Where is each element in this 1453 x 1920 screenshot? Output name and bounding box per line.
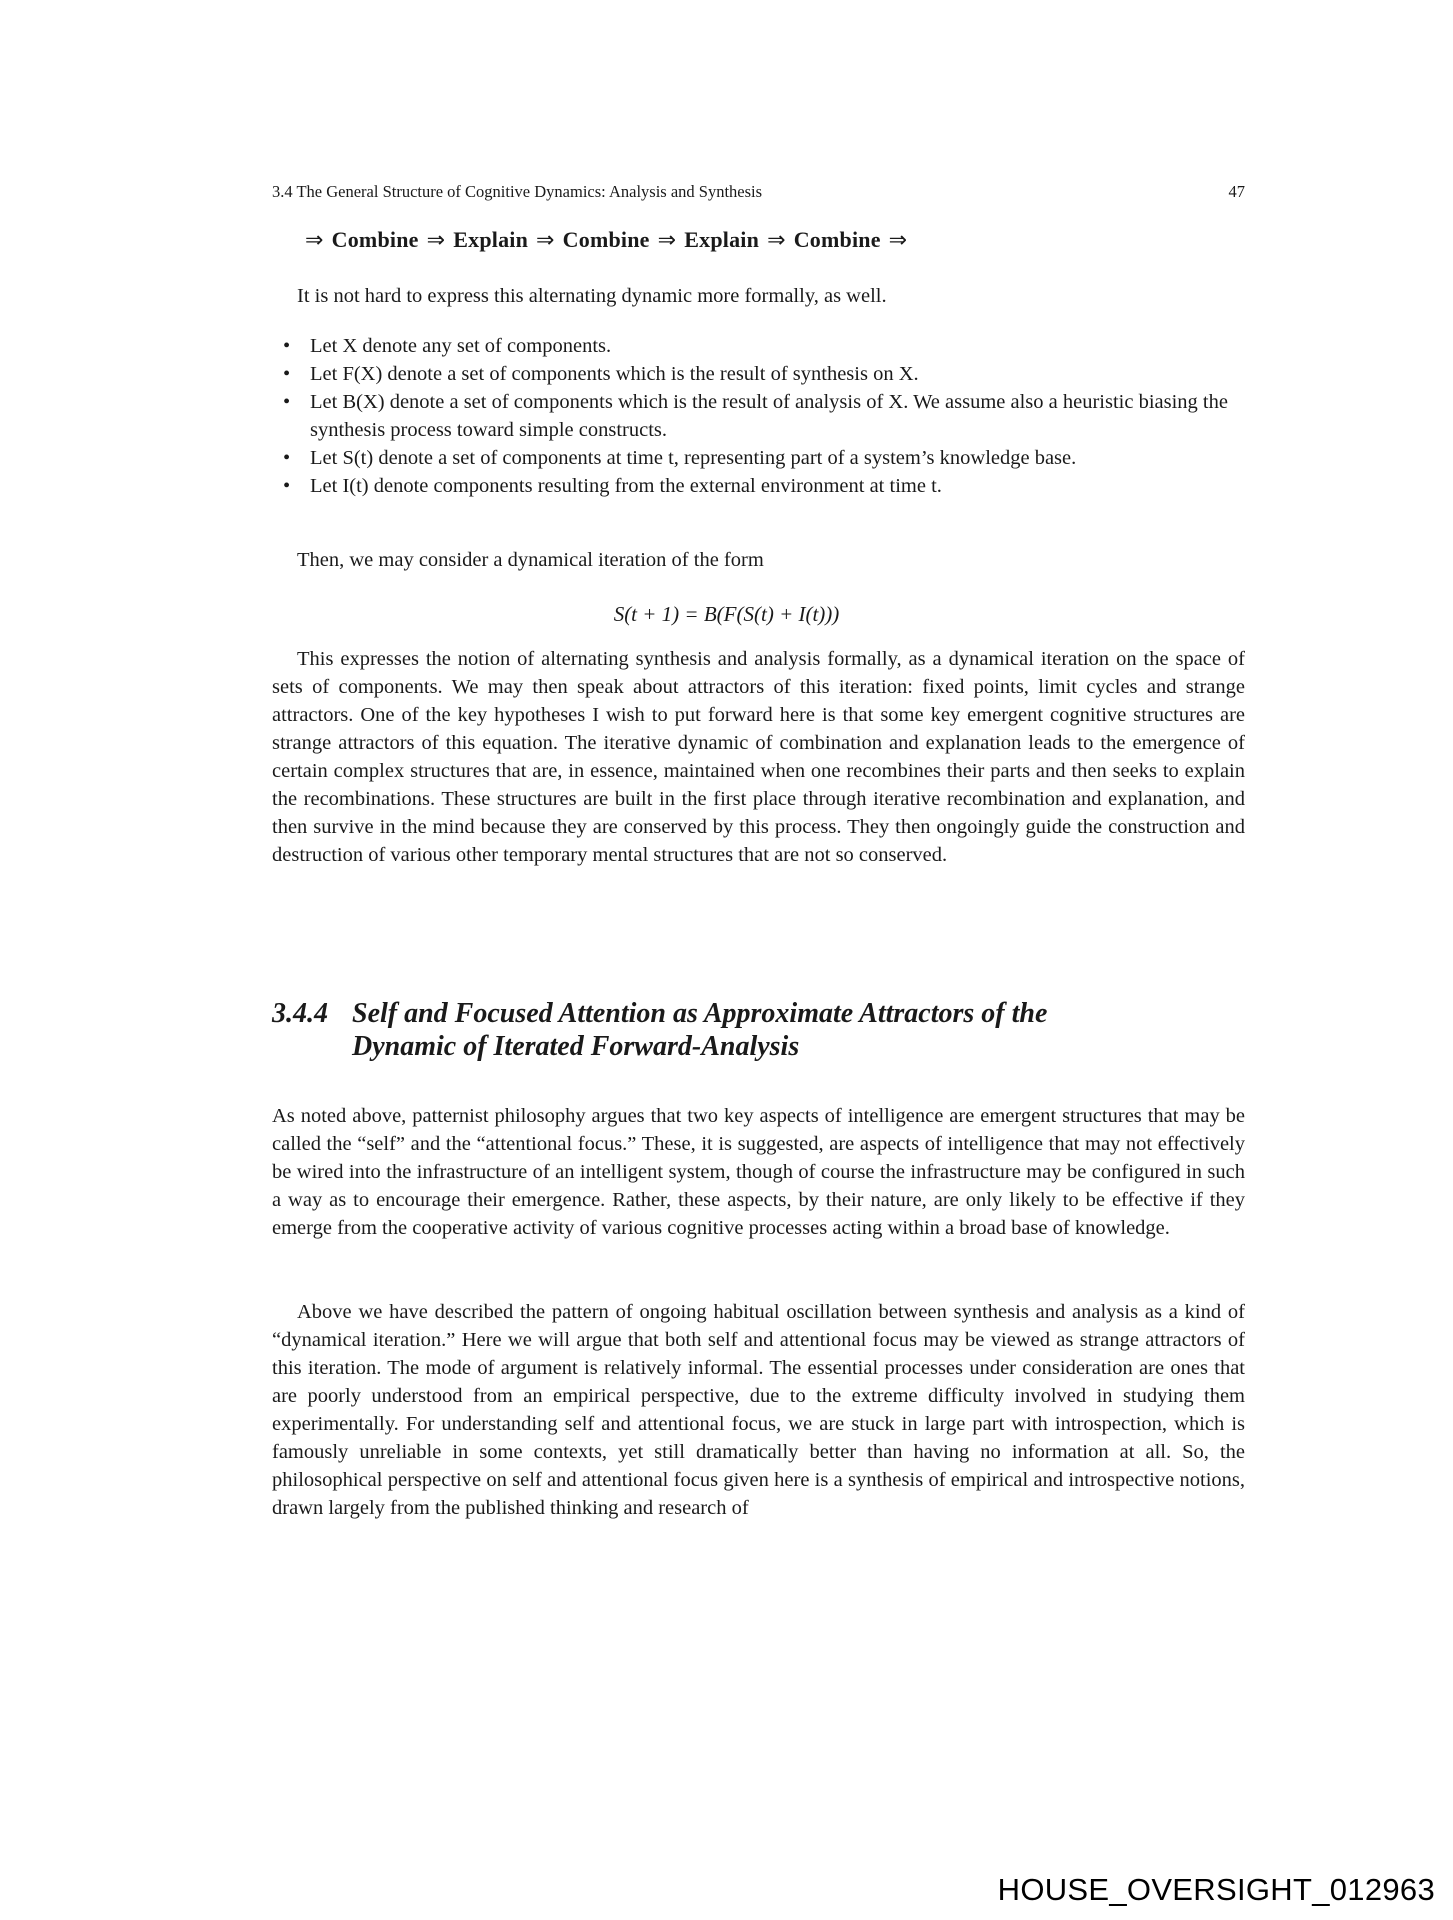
list-item-text: Let F(X) denote a set of components which is the result of synthesis on X.: [310, 363, 919, 385]
list-item: [280, 332, 1247, 360]
flow-step: Explain: [453, 227, 529, 252]
arrow-icon: ⇒: [426, 227, 446, 252]
arrow-icon: ⇒: [888, 227, 908, 252]
body-paragraph-2: As noted above, patternist philosophy argues that two key aspects of intelligence are emergent structures that may be called the “self” and the “attentional focus.” These, it is suggested, are aspects of intelligence that may not effectively be wired into the infrastructure of an intelligent system, though of course the infrastructure may be configured in such a way as to encourage their emergence. Rather, these aspects, by their nature, are only likely to be effective if they emerge from the cooperative activity of various cognitive processes acting within a broad base of knowledge.: [272, 1105, 1245, 1239]
list-item: [280, 360, 1247, 388]
list-item: [280, 472, 1247, 500]
list-item-text: Let X denote any set of components.: [310, 335, 612, 357]
flow-step: Combine: [793, 227, 881, 252]
bullet-icon: •: [283, 475, 291, 497]
iteration-equation: S(t + 1) = B(F(S(t) + I(t))): [613, 602, 840, 626]
section-title-line1: Self and Focused Attention as Approximate Attractors of the: [352, 998, 1048, 1029]
list-item-text: Let S(t) denote a set of components at time t, representing part of a system’s knowledge base.: [310, 447, 1077, 469]
section-number: 3.4.4: [272, 998, 328, 1029]
running-head: [272, 182, 1245, 202]
list-item-text: Let B(X) denote a set of components which is the result of analysis of X. We assume also a heuristic biasing the synthesis process toward simple constructs.: [310, 391, 1228, 441]
list-item-text: Let I(t) denote components resulting from the external environment at time t.: [310, 475, 942, 497]
running-head-title: 3.4 The General Structure of Cognitive Dynamics: Analysis and Synthesis: [272, 182, 763, 201]
flow-step: Combine: [562, 227, 650, 252]
arrow-icon: ⇒: [305, 227, 324, 252]
section-heading: [272, 997, 1262, 1063]
arrow-icon: ⇒: [767, 227, 786, 252]
bullet-icon: •: [283, 363, 291, 385]
list-item: [280, 444, 1247, 472]
page-number: 47: [1228, 182, 1245, 201]
list-item: [280, 388, 1247, 444]
intro-paragraph: It is not hard to express this alternating dynamic more formally, as well.: [297, 285, 887, 307]
bullet-icon: •: [283, 447, 291, 469]
bullet-icon: •: [283, 335, 291, 357]
bullet-icon: •: [283, 391, 291, 413]
combine-explain-flow: [297, 227, 915, 253]
body-paragraph-1: This expresses the notion of alternating synthesis and analysis formally, as a dynamical iteration on the space of sets of components. We may then speak about attractors of this iteration: fixed points, limit cycles and strange attractors. One of the key hypotheses I wish to put forward here is that some key emergent cognitive structures are strange attractors of this equation. The iterative dynamic of combination and explanation leads to the emergence of certain complex structures that are, in essence, maintained when one recombines their parts and then seeks to explain the recombinations. These structures are built in the first place through iterative recombination and explanation, and then survive in the mind because they are conserved by this process. They then ongoingly guide the construction and destruction of various other temporary mental structures that are not so conserved.: [272, 648, 1245, 866]
flow-step: Combine: [331, 227, 419, 252]
arrow-icon: ⇒: [536, 227, 555, 252]
body-paragraph-3: Above we have described the pattern of ongoing habitual oscillation between synthesis and analysis as a kind of “dynamical iteration.” Here we will argue that both self and attentional focus may be viewed as strange attractors of this iteration. The mode of argument is relatively informal. The essential processes under consideration are ones that are poorly understood from an empirical perspective, due to the extreme difficulty involved in studying them experimentally. For understanding self and attentional focus, we are stuck in large part with introspection, which is famously unreliable in some contexts, yet still dramatically better than having no information at all. So, the philosophical perspective on self and attentional focus given here is a synthesis of empirical and introspective notions, drawn largely from the published thinking and research of: [272, 1301, 1245, 1519]
flow-step: Explain: [684, 227, 760, 252]
then-paragraph: Then, we may consider a dynamical iteration of the form: [297, 549, 764, 571]
arrow-icon: ⇒: [657, 227, 677, 252]
bates-number: HOUSE_OVERSIGHT_012963: [997, 1872, 1435, 1907]
definition-list: [280, 332, 1247, 500]
section-title-line2: Dynamic of Iterated Forward-Analysis: [352, 1031, 800, 1062]
